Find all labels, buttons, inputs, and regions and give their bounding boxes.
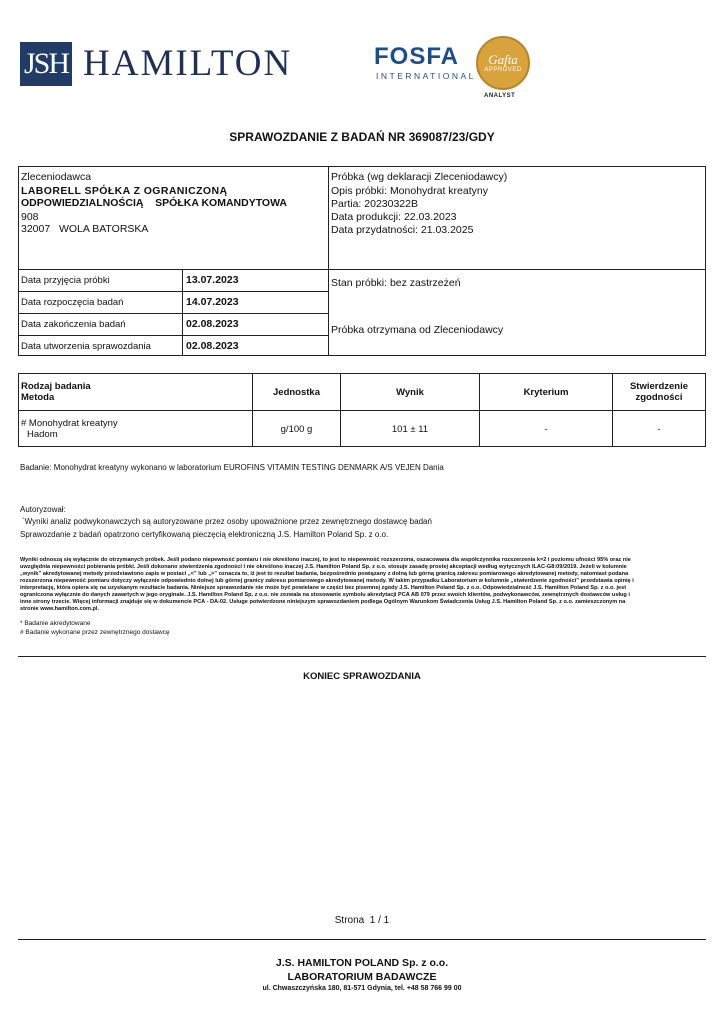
header-criterion: Kryterium (523, 387, 569, 398)
header-test-type: Rodzaj badania (21, 381, 91, 392)
fine-print-line: ograniczona wyłącznie do danych zawartych w jego oryginale. J.S. Hamilton Poland Sp. z o.o. nie zezwala na stosowanie symbolu akredytacji PCA AB 079 przez swoich klientów, podwykonawców, zewnętrznych dostawców usług i (20, 592, 630, 598)
footer-lab: LABORATORIUM BADAWCZE (287, 971, 437, 983)
authorized-label: Autoryzował: (20, 505, 66, 514)
fine-print-line: Wyniki odnoszą się wyłącznie do otrzymanych próbek. Jeśli podano niepewność pomiaru i nie określono inaczej, to jest to niepewność rozszerzona, oszacowana dla współczynnika rozszerzenia k=2 i poziomu ufności 95% oraz nie (20, 557, 631, 563)
gafta-seal-name: Gafta (488, 51, 518, 67)
date-report-value: 02.08.2023 (186, 340, 239, 352)
end-of-report: KONIEC SPRAWOZDANIA (303, 671, 421, 682)
fine-print-line: inne strony trzecie. Więcej informacji znajduje się w dokumencie PCA - DA-02. Usługe potwierdzone niniejszym sprawozdaniem podlega Ogólnym Warunkom Świadczenia Usług J.S. Hamilton Poland Sp. z o.o. zamieszczonym na (20, 599, 626, 605)
date-received-label: Data przyjęcia próbki (21, 275, 110, 286)
header-result: Wynik (396, 387, 424, 398)
gafta-seal (476, 36, 530, 90)
gafta-seal-approved: APPROVED (484, 66, 522, 73)
client-name-line1: LABORELL SPÓŁKA Z OGRANICZONĄ (21, 185, 228, 197)
sample-description: Opis próbki: Monohydrat kreatyny (331, 185, 488, 197)
lab-note: Badanie: Monohydrat kreatyny wykonano w laboratorium EUROFINS VITAMIN TESTING DENMARK A/S VEJEN Dania (20, 463, 444, 472)
client-name-line2: ODPOWIEDZIALNOŚCIĄ SPÓŁKA KOMANDYTOWA (21, 197, 288, 209)
legend-accredited: * Badanie akredytowane (20, 620, 91, 627)
client-address-line1: 908 (21, 211, 39, 223)
footer-address: ul. Chwaszczyńska 180, 81-571 Gdynia, tel. +48 58 766 99 00 (262, 985, 462, 992)
fosfa-logo: FOSFA (374, 43, 460, 70)
sample-label: Próbka (wg deklaracji Zleceniodawcy) (331, 171, 508, 183)
header-method: Metoda (21, 392, 55, 403)
date-start-value: 14.07.2023 (186, 296, 239, 308)
row-test-name: # Monohydrat kreatyny (21, 418, 118, 429)
hamilton-logo-mark: JSH (20, 42, 72, 86)
client-label: Zleceniodawca (21, 171, 92, 183)
divider (19, 410, 705, 411)
divider (340, 374, 341, 446)
fine-print-line: rozszerzona niepewność pomiaru dotyczy wyłącznie odpowiednio dolnej lub górnej granicy zakresu pomiarowego akredytowanej metody. W takim przypadku Laboratorium w kolumnie „stwierdzenie zgodności” przedstawia opinię i (20, 578, 634, 584)
divider (328, 167, 329, 355)
date-received-value: 13.07.2023 (186, 274, 239, 286)
legend-external: # Badanie wykonane przez zewnętrznego dostawcę (20, 629, 170, 636)
date-report-label: Data utworzenia sprawozdania (21, 341, 151, 352)
date-end-label: Data zakończenia badań (21, 319, 126, 330)
row-conformity: - (657, 424, 661, 435)
divider (19, 269, 705, 270)
row-criterion: - (544, 424, 548, 435)
sample-received-from: Próbka otrzymana od Zleceniodawcy (331, 324, 504, 336)
signed-text: Sprawozdanie z badań opatrzono certyfikowaną pieczęcią elektroniczną J.S. Hamilton Poland Sp. z o.o. (20, 530, 389, 539)
header-conformity-line2: zgodności (635, 392, 683, 403)
row-result: 101 ± 11 (391, 424, 429, 435)
report-info-box (18, 166, 706, 356)
row-unit: g/100 g (280, 424, 313, 435)
fine-print-line: stronie www.hamilton.com.pl. (20, 606, 100, 612)
divider (182, 269, 183, 355)
gafta-analyst-label: ANALYST (484, 93, 516, 99)
divider (19, 335, 328, 336)
sample-expiry-date: Data przydatności: 21.03.2025 (331, 224, 474, 236)
footer-company: J.S. HAMILTON POLAND Sp. z o.o. (275, 957, 449, 969)
fosfa-logo-subtitle: INTERNATIONAL (376, 71, 476, 81)
divider (479, 374, 480, 446)
date-end-value: 02.08.2023 (186, 318, 239, 330)
fine-print-line: interpretację, która opiera się na uzyskanym rezultacie badania. Niniejsze sprawozdanie nie może być powielane w części bez pisemnej zgody J.S. Hamilton Poland Sp. z o.o. Odpowiedzialność J.S. Hamilton Poland Sp. z o.o. jest (20, 585, 627, 591)
divider (18, 656, 706, 657)
sample-batch: Partia: 20230322B (331, 198, 418, 210)
divider (18, 939, 706, 940)
client-address-line2: 32007 WOLA BATORSKA (21, 223, 149, 235)
fine-print-line: „wynik” akredytowanej metody przedstawiono zapis w postaci „<” lub „>” oznacza to, iż jest to rezultat badania, bezpośrednio powiązany z dolną lub górną granicą zakresu pomiarowego akredytowanej metody, natomiast podana (20, 571, 629, 577)
divider (19, 291, 328, 292)
fine-print (20, 557, 706, 613)
header-conformity-line1: Stwierdzenie (629, 381, 689, 392)
header-unit: Jednostka (273, 387, 320, 398)
results-table (18, 373, 706, 447)
row-method: Hadom (27, 429, 58, 440)
hamilton-logo-text: HAMILTON (83, 43, 293, 84)
divider (252, 374, 253, 446)
report-title: SPRAWOZDANIE Z BADAŃ NR 369087/23/GDY (229, 130, 495, 144)
fine-print-line: uwzględnia niepewności pobierania próbki. Jeśli dokonano stwierdzenia zgodności i nie określono inaczej J.S. Hamilton Poland Sp. z o.o. stosuje zasadę prostej akceptacji według wytycznych ILAC-G8:09/2019. Jeżeli w kolumnie (20, 564, 627, 570)
sample-condition: Stan próbki: bez zastrzeżeń (331, 277, 461, 289)
authorized-text: `Wyniki analiz podwykonawczych są autoryzowane przez osoby upoważnione przez zewnętrznego dostawcę badań (22, 517, 432, 526)
date-start-label: Data rozpoczęcia badań (21, 297, 124, 308)
sample-production-date: Data produkcji: 22.03.2023 (331, 211, 457, 223)
divider (19, 313, 328, 314)
page-number: Strona 1 / 1 (334, 915, 390, 926)
